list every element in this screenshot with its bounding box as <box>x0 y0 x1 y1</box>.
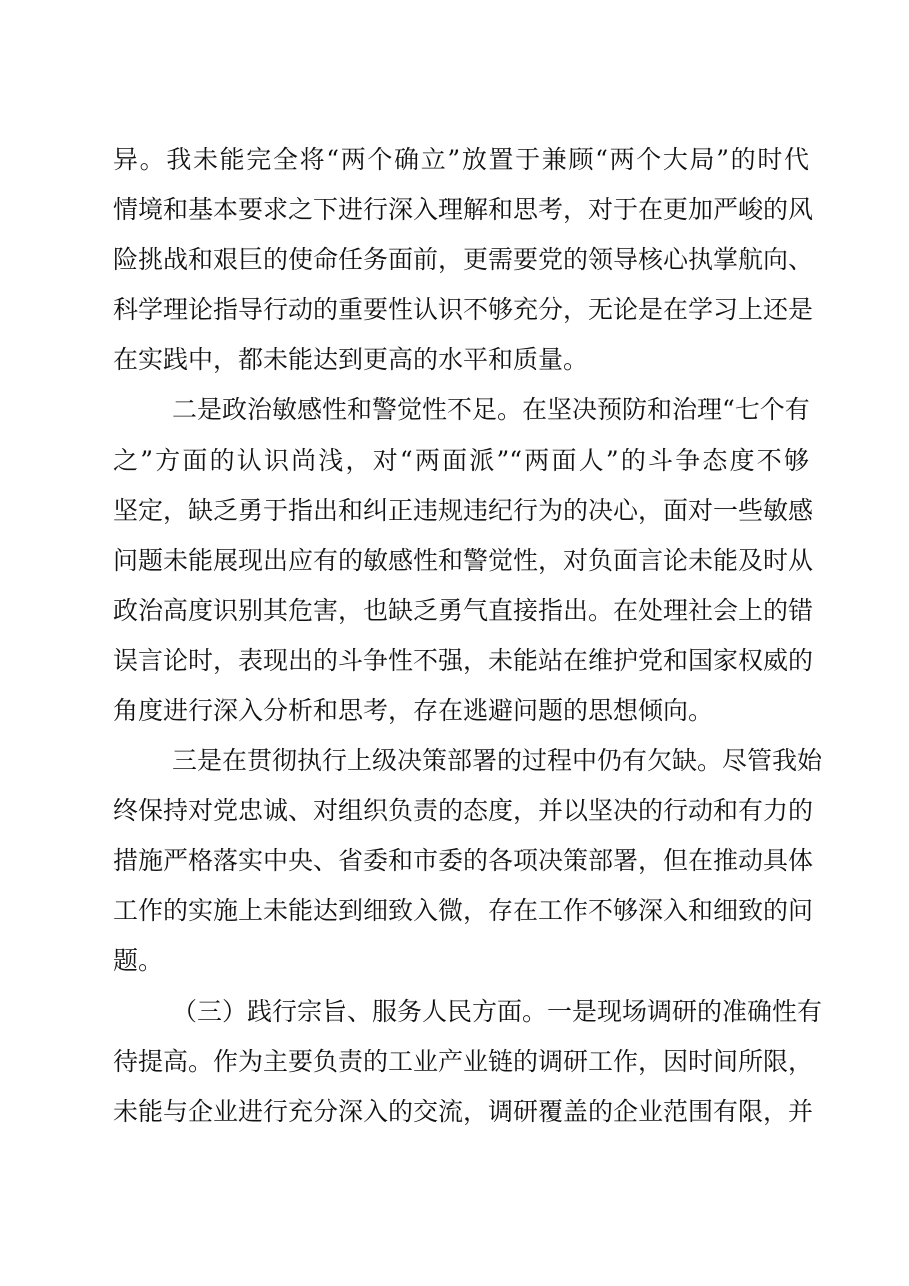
paragraph-1-line-5: 在实践中，都未能达到更高的水平和质量。 <box>113 345 589 374</box>
paragraph-1-line-1: 异。我未能完全将“两个确立”放置于兼顾“两个大局”的时代 <box>113 145 809 174</box>
paragraph-4-line-3: 未能与企业进行充分深入的交流，调研覆盖的企业范围有限，并 <box>113 1097 814 1126</box>
paragraph-4-line-2: 待提高。作为主要负责的工业产业链的调研工作，因时间所限， <box>113 1047 814 1076</box>
paragraph-2-line-5: 政治高度识别其危害，也缺乏勇气直接指出。在处理社会上的错 <box>113 596 814 625</box>
paragraph-2-line-6: 误言论时，表现出的斗争性不强，未能站在维护党和国家权威的 <box>113 646 814 675</box>
paragraph-3-line-1: 三是在贯彻执行上级决策部署的过程中仍有欠缺。尽管我始 <box>172 746 823 775</box>
paragraph-3-line-2: 终保持对党忠诚、对组织负责的态度，并以坚决的行动和有力的 <box>113 796 814 825</box>
paragraph-2-line-4: 问题未能展现出应有的敏感性和警觉性，对负面言论未能及时从 <box>113 546 814 575</box>
paragraph-3-line-3: 措施严格落实中央、省委和市委的各项决策部署，但在推动具体 <box>113 846 814 875</box>
paragraph-2-line-1: 二是政治敏感性和警觉性不足。在坚决预防和治理“七个有 <box>172 395 810 424</box>
paragraph-1-line-3: 险挑战和艰巨的使命任务面前，更需要党的领导核心执掌航向、 <box>113 245 814 274</box>
paragraph-3-line-5: 题。 <box>113 946 164 975</box>
paragraph-1-line-2: 情境和基本要求之下进行深入理解和思考，对于在更加严峻的风 <box>113 195 814 224</box>
paragraph-2-line-3: 坚定，缺乏勇于指出和纠正违规违纪行为的决心，面对一些敏感 <box>113 496 814 525</box>
paragraph-3-line-4: 工作的实施上未能达到细致入微，存在工作不够深入和细致的问 <box>113 896 814 925</box>
paragraph-1-line-4: 科学理论指导行动的重要性认识不够充分，无论是在学习上还是 <box>113 295 814 324</box>
paragraph-4-line-1: （三）践行宗旨、服务人民方面。一是现场调研的准确性有 <box>172 997 823 1026</box>
paragraph-2-line-2: 之”方面的认识尚浅，对“两面派”“两面人”的斗争态度不够 <box>113 446 809 475</box>
paragraph-2-line-7: 角度进行深入分析和思考，存在逃避问题的思想倾向。 <box>113 696 714 725</box>
